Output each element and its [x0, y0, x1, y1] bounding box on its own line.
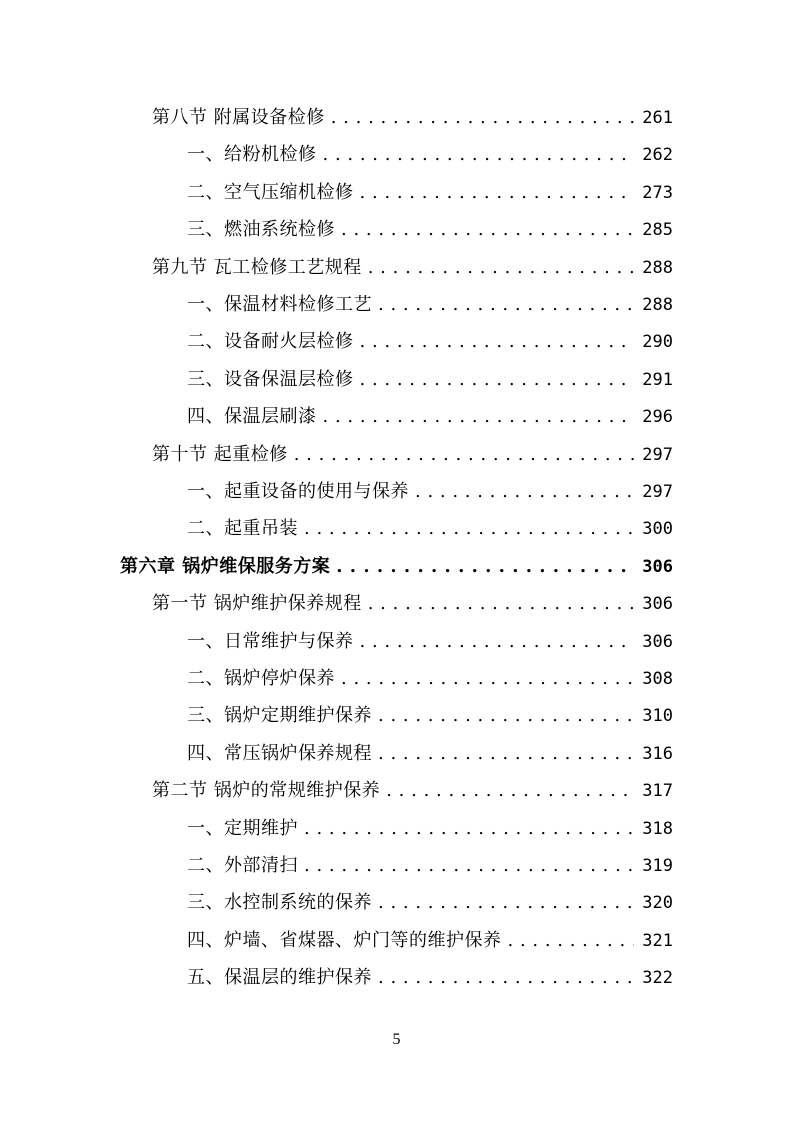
toc-entry-page: 290	[642, 332, 673, 353]
toc-entry-page: 321	[642, 930, 673, 951]
toc-entry-page: 262	[642, 145, 673, 166]
toc-entry-title: 二、空气压缩机检修	[187, 181, 354, 203]
toc-entry[interactable]	[187, 511, 673, 547]
toc-entry-page: 297	[642, 444, 673, 465]
toc-entry[interactable]	[187, 287, 673, 323]
toc-entry-page: 319	[642, 856, 673, 876]
toc-entry-page: 306	[642, 631, 673, 652]
toc-entry[interactable]	[187, 885, 673, 921]
toc-entry-page: 261	[642, 108, 673, 128]
toc-entry-page: 308	[642, 669, 673, 689]
toc-entry-title: 二、起重吊装	[187, 518, 298, 540]
toc-entry-title: 第二节 锅炉的常规维护保养	[152, 780, 381, 802]
toc-dot-leader	[341, 212, 634, 248]
toc-entry-title: 一、日常维护与保养	[187, 630, 354, 652]
toc-entry-title: 一、给粉机检修	[187, 144, 317, 166]
toc-entry[interactable]	[152, 773, 673, 809]
toc-dot-leader	[378, 698, 634, 734]
toc-entry-title: 五、保温层的维护保养	[187, 967, 372, 989]
toc-dot-leader	[336, 549, 634, 585]
toc-entry[interactable]	[187, 175, 673, 211]
toc-dot-leader	[378, 736, 634, 772]
toc-entry-title: 第六章 锅炉维保服务方案	[120, 555, 331, 577]
toc-entry-page: 273	[642, 182, 673, 203]
toc-entry-page: 320	[642, 893, 673, 914]
toc-entry-title: 二、锅炉停炉保养	[187, 668, 335, 689]
toc-entry-page: 288	[642, 257, 673, 278]
toc-entry-title: 四、常压锅炉保养规程	[187, 742, 372, 764]
toc-entry[interactable]	[187, 137, 673, 173]
toc-dot-leader	[378, 287, 634, 323]
toc-entry-page: 317	[642, 781, 673, 802]
toc-entry-title: 三、设备保温层检修	[187, 368, 354, 390]
toc-entry[interactable]	[187, 848, 673, 884]
toc-entry[interactable]	[120, 549, 673, 585]
toc-dot-leader	[360, 175, 635, 211]
toc-dot-leader	[368, 250, 635, 286]
toc-entry-page: 300	[642, 519, 673, 540]
toc-dot-leader	[304, 511, 634, 547]
page-number: 5	[392, 1031, 401, 1048]
toc-dot-leader	[415, 474, 634, 510]
toc-entry-title: 四、保温层刷漆	[187, 406, 317, 428]
toc-dot-leader	[360, 624, 635, 660]
toc-entry-title: 三、水控制系统的保养	[187, 892, 372, 914]
toc-entry-title: 一、定期维护	[187, 817, 298, 839]
toc-dot-leader	[323, 137, 635, 173]
toc-entry[interactable]	[187, 362, 673, 398]
toc-entry-title: 一、起重设备的使用与保养	[187, 481, 409, 502]
toc-entry-title: 二、外部清扫	[187, 855, 298, 876]
toc-dot-leader	[341, 661, 634, 697]
toc-entry-page: 296	[642, 407, 673, 428]
toc-entry-page: 288	[642, 295, 673, 315]
toc-entry-page: 322	[642, 968, 673, 989]
toc-entry-title: 二、设备耐火层检修	[187, 331, 354, 353]
toc-entry-title: 三、燃油系统检修	[187, 219, 335, 241]
toc-entry[interactable]	[187, 960, 673, 996]
toc-entry-title: 第一节 锅炉维护保养规程	[152, 593, 362, 615]
toc-entry[interactable]	[152, 100, 673, 136]
toc-dot-leader	[323, 399, 635, 435]
toc-entry[interactable]	[187, 212, 673, 248]
toc-entry[interactable]	[152, 437, 673, 473]
toc-entry-page: 306	[642, 594, 673, 615]
toc-entry-page: 285	[642, 220, 673, 241]
toc-entry-title: 第八节 附属设备检修	[152, 107, 325, 128]
toc-entry-page: 291	[642, 369, 673, 390]
toc-entry[interactable]	[187, 698, 673, 734]
toc-entry[interactable]	[152, 250, 673, 286]
toc-entry[interactable]	[187, 811, 673, 847]
toc-dot-leader	[360, 324, 635, 360]
toc-dot-leader	[386, 773, 634, 809]
toc-entry-page: 306	[642, 556, 673, 577]
toc-entry[interactable]	[187, 324, 673, 360]
toc-entry-title: 第十节 起重检修	[152, 443, 288, 465]
toc-entry-page: 310	[642, 706, 673, 727]
toc-entry-page: 318	[642, 818, 673, 839]
toc-entry[interactable]	[187, 399, 673, 435]
toc-entry[interactable]	[187, 661, 673, 697]
toc-dot-leader	[378, 885, 634, 921]
toc-entry[interactable]	[187, 736, 673, 772]
toc-dot-leader	[294, 437, 635, 473]
toc-entry-title: 三、锅炉定期维护保养	[187, 705, 372, 727]
toc-entry-title: 四、炉墙、省煤器、炉门等的维护保养	[187, 929, 502, 951]
toc-entry-title: 第九节 瓦工检修工艺规程	[152, 256, 362, 278]
toc-dot-leader	[304, 811, 634, 847]
toc-entry[interactable]	[152, 586, 673, 622]
toc-dot-leader	[368, 586, 635, 622]
toc-entry[interactable]	[187, 923, 673, 959]
toc-entry-page: 316	[642, 743, 673, 764]
toc-entry-page: 297	[642, 482, 673, 502]
toc-dot-leader	[508, 923, 635, 959]
toc-dot-leader	[304, 848, 634, 884]
toc-entry[interactable]	[187, 624, 673, 660]
toc-entry[interactable]	[187, 474, 673, 510]
toc-dot-leader	[378, 960, 634, 996]
toc-entry-title: 一、保温材料检修工艺	[187, 294, 372, 315]
toc-dot-leader	[331, 100, 635, 136]
toc-dot-leader	[360, 362, 635, 398]
